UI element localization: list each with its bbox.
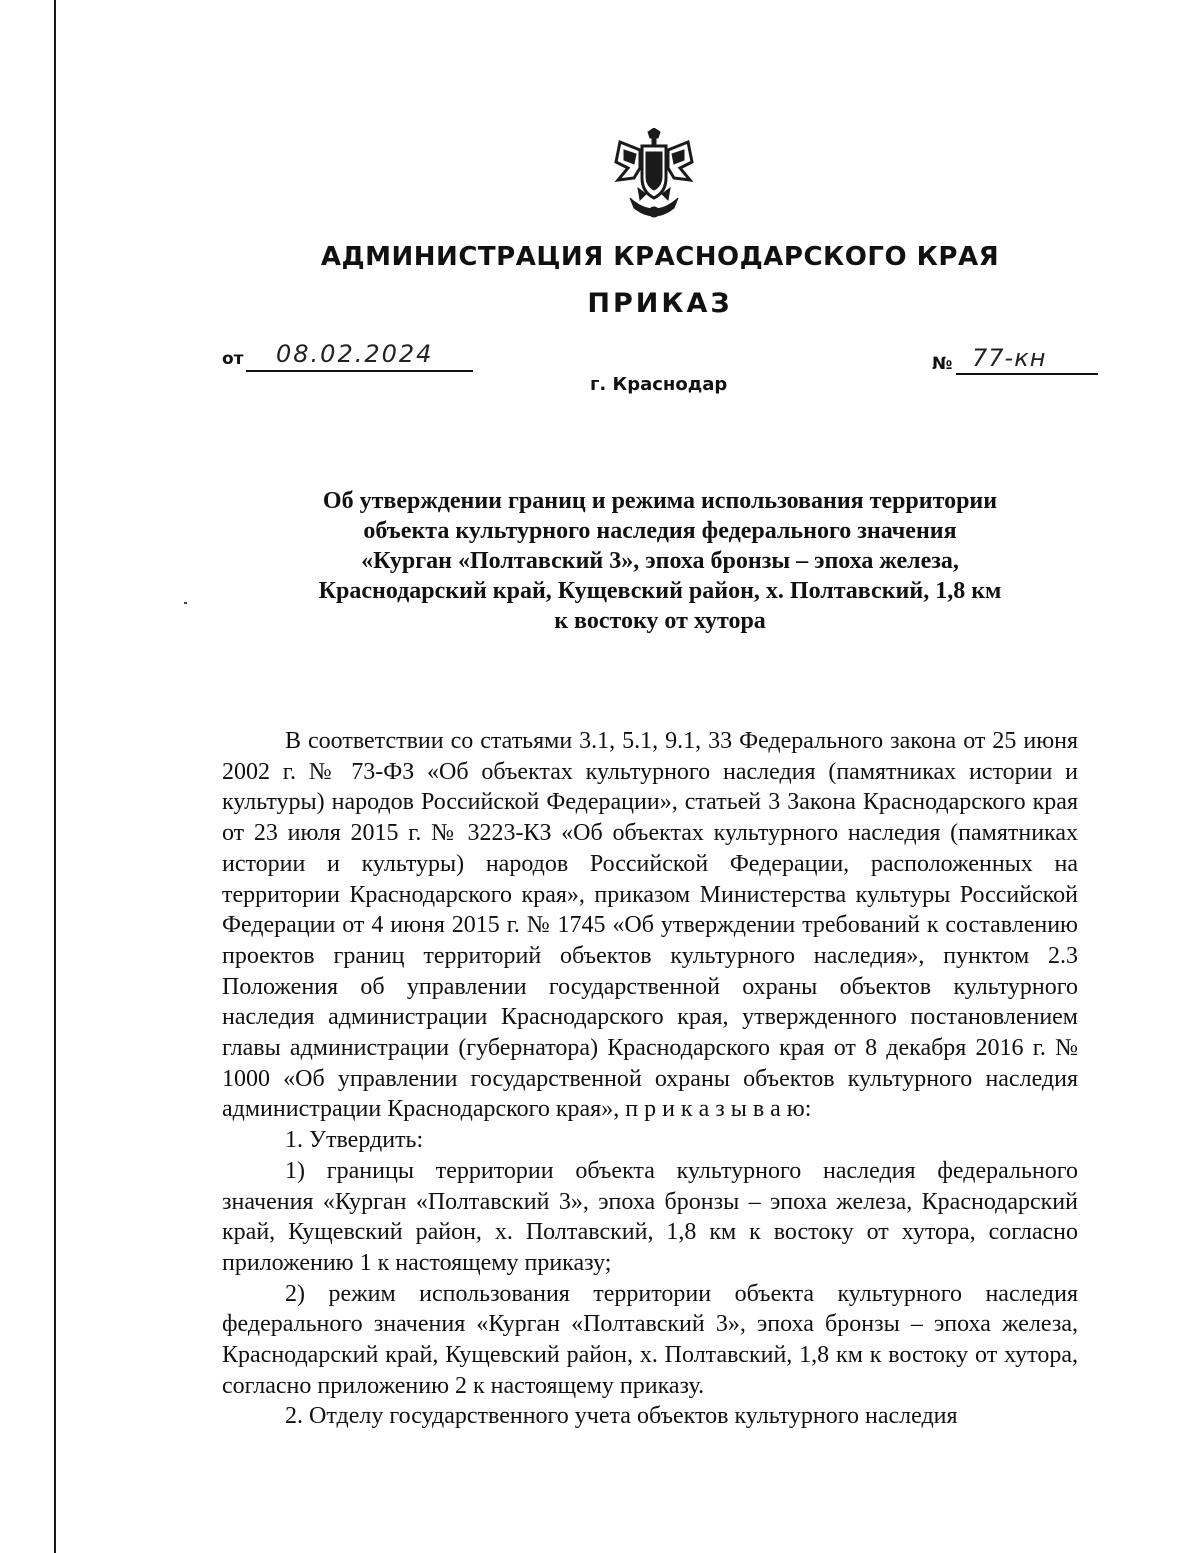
subject-line: Краснодарский край, Кущевский район, х. Полтавский, 1,8 км bbox=[318, 578, 1002, 604]
scan-speck bbox=[184, 602, 187, 604]
item-1-2: 2) режим использования территории объекта культурного наследия федерального значения «Курган «Полтавский 3», эпоха бронзы – эпоха железа, Краснодарский край, Кущевский район, х. Полтавский, 1,8 км к востоку от хутора, согласно приложению 2 к настоящему приказу. bbox=[222, 1280, 1078, 1399]
subject-line: Об утверждении границ и режима использования территории bbox=[322, 488, 998, 514]
date-underline bbox=[246, 370, 473, 372]
item-1-1: 1) границы территории объекта культурного наследия федерального значения «Курган «Полтавский 3», эпоха бронзы – эпоха железа, Краснодарский край, Кущевский район, х. Полтавский, 1,8 км к востоку от хутора, согласно приложению 1 к настоящему приказу; bbox=[222, 1157, 1078, 1276]
city-label: г. Краснодар bbox=[590, 374, 728, 395]
preamble-paragraph: В соответствии со статьями 3.1, 5.1, 9.1, 33 Федерального закона от 25 июня 2002 г. № 73-ФЗ «Об объектах культурного наследия (памятниках истории и культуры) народов Российской Федерации», статьей 3 Закона Краснодарского края от 23 июля 2015 г. № 3223-КЗ «Об объектах культурного наследия (памятниках истории и культуры) народов Российской Федерации, расположенных на территории Краснодарского края», приказом Министерства культуры Российской Федерации от 4 июня 2015 г. № 1745 «Об утверждении требований к составлению проектов границ территорий объектов культурного наследия», пунктом 2.3 Положения об управлении государственной охраны объектов культурного наследия администрации Краснодарского края, утвержденного постановлением главы администрации (губернатора) Краснодарского края от 8 декабря 2016 г. № 1000 «Об управлении государственной охраны объектов культурного наследия администрации Краснодарского края», п р и к а з ы в а ю: bbox=[222, 728, 1078, 1123]
document-type-title: ПРИКАЗ bbox=[587, 288, 733, 319]
item-1: 1. Утвердить: bbox=[285, 1127, 424, 1154]
order-subject bbox=[240, 486, 1080, 636]
handwritten-date: 08.02.2024 bbox=[276, 340, 434, 368]
subject-line: «Курган «Полтавский 3», эпоха бронзы – эпоха железа, bbox=[361, 548, 959, 574]
order-body bbox=[222, 726, 1078, 1432]
subject-line: объекта культурного наследия федерального значения bbox=[363, 518, 957, 544]
date-label: от bbox=[222, 349, 244, 369]
krasnodar-coat-of-arms-icon bbox=[612, 128, 696, 224]
handwritten-number: 77-кн bbox=[972, 344, 1047, 372]
organization-title: АДМИНИСТРАЦИЯ КРАСНОДАРСКОГО КРАЯ bbox=[320, 242, 1000, 272]
scan-page-edge bbox=[54, 0, 56, 1553]
item-2: 2. Отделу государственного учета объектов культурного наследия bbox=[285, 1403, 958, 1430]
number-label: № bbox=[932, 354, 953, 374]
number-underline bbox=[956, 373, 1098, 375]
subject-line: к востоку от хутора bbox=[554, 608, 766, 634]
